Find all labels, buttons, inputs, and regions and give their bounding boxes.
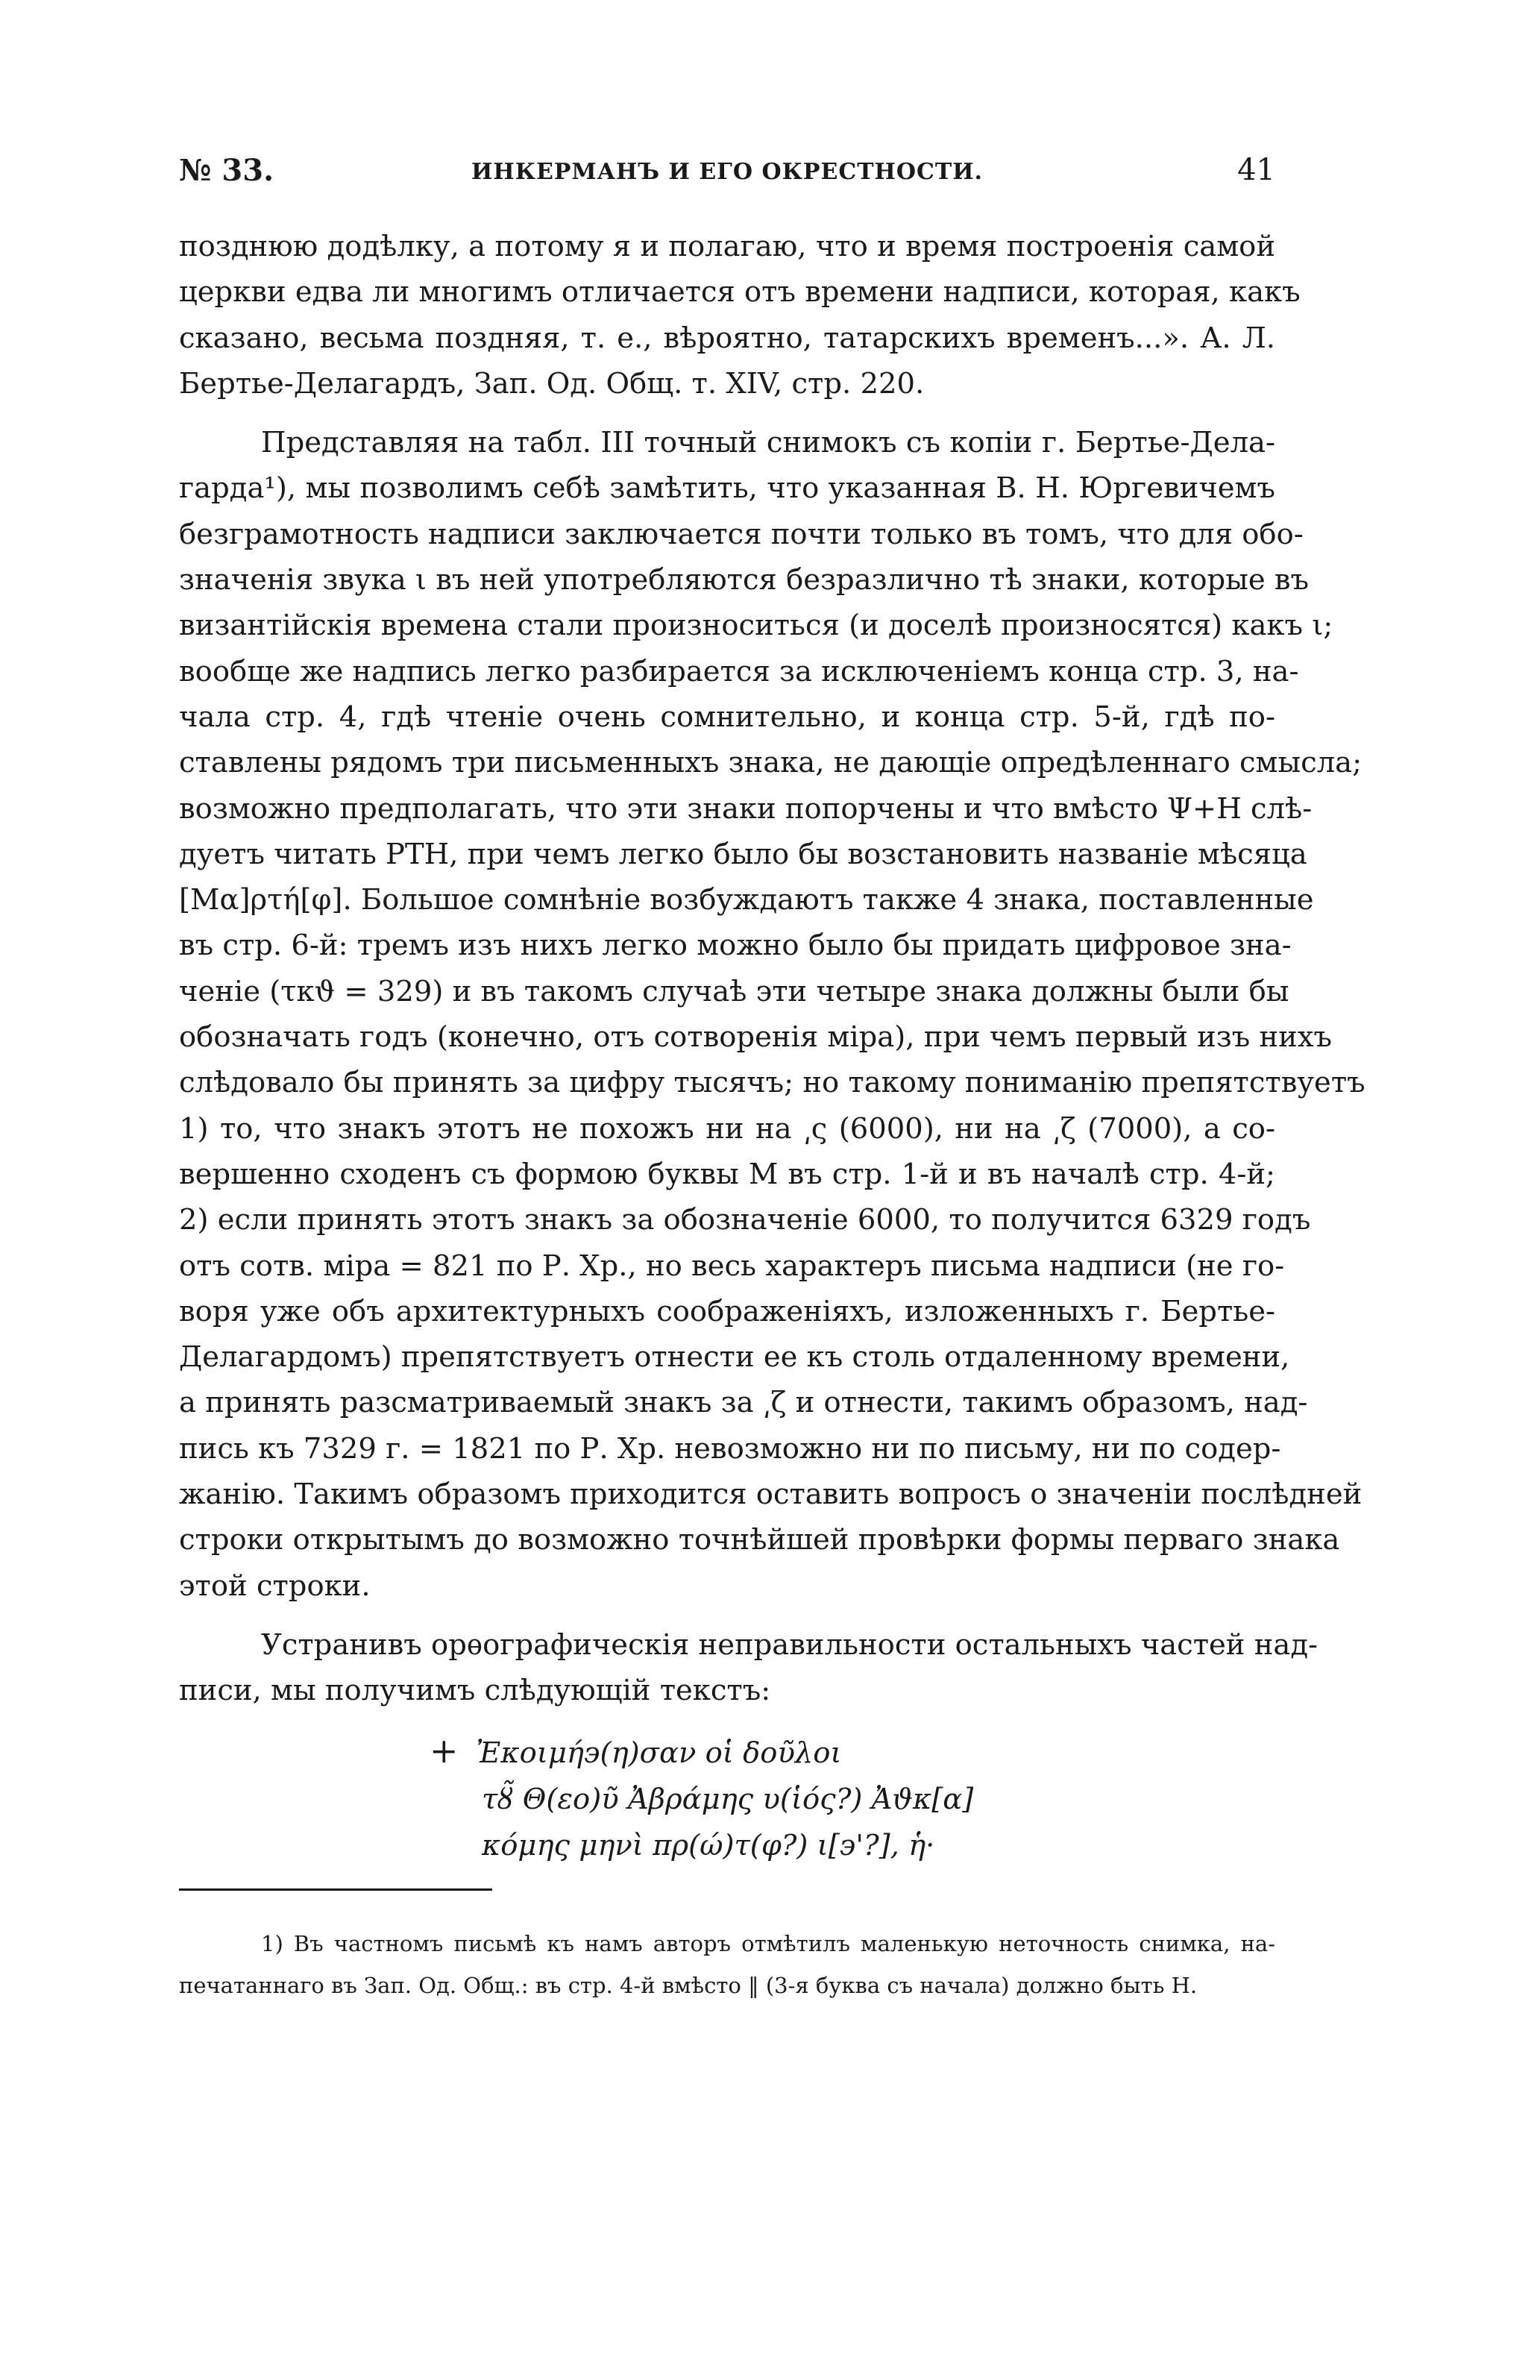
footnote — [179, 1923, 1275, 2006]
text-line: дуетъ читать PTH, при чемъ легко было бы возстановить названіе мѣсяца — [179, 837, 1307, 871]
text-line: гарда¹), мы позволимъ себѣ замѣтить, что указанная В. Н. Юргевичемъ — [179, 471, 1275, 506]
text-line: писи, мы получимъ слѣдующій текстъ: — [179, 1674, 771, 1708]
text-line: ченіе (τκϑ = 329) и въ такомъ случаѣ эти четыре знака должны были бы — [179, 974, 1289, 1008]
text-line: слѣдовало бы принять за цифру тысячъ; но такому пониманію препятствуетъ — [179, 1066, 1365, 1100]
text-line: отъ сотв. міра = 821 по Р. Хр., но весь характеръ письма надписи (не го- — [179, 1249, 1285, 1283]
running-head — [179, 153, 1275, 198]
text-line: жанію. Такимъ образомъ приходится оставить вопросъ о значеніи послѣдней — [179, 1478, 1363, 1512]
footnote-rule — [179, 1888, 492, 1891]
text-line: позднюю додѣлку, а потому я и полагаю, что и время построенія самой — [179, 230, 1275, 263]
text-line: церкви едва ли многимъ отличается отъ времени надписи, которая, какъ — [179, 275, 1301, 310]
text-line: византійскія времена стали произноситься (и доселѣ произносятся) какъ ι; — [179, 609, 1333, 643]
text-line: Устранивъ орѳографическія неправильности остальныхъ частей над- — [261, 1627, 1319, 1662]
text-line: 2) если принять этотъ знакъ за обозначеніе 6000, то получится 6329 годъ — [179, 1203, 1311, 1237]
text-line: этой строки. — [179, 1569, 371, 1603]
text-line: сказано, весьма поздняя, т. е., вѣроятно, татарскихъ временъ...». А. Л. — [179, 321, 1275, 355]
text-line: пись къ 7329 г. = 1821 по Р. Хр. невозможно ни по письму, ни по содер- — [179, 1431, 1281, 1466]
text-line: обозначать годъ (конечно, отъ сотворенія міра), при чемъ первый изъ нихъ — [179, 1020, 1333, 1055]
issue-number: № 33. — [179, 153, 274, 188]
text-line: Делагардомъ) препятствуетъ отнести ее къ столь отдаленному времени, — [179, 1340, 1290, 1375]
text-line: вершенно сходенъ съ формою буквы M въ стр. 1-й и въ началѣ стр. 4-й; — [179, 1157, 1275, 1191]
paragraph-1 — [179, 224, 1301, 406]
text-line: чала стр. 4, гдѣ чтеніе очень сомнительно, и конца стр. 5-й, гдѣ по- — [179, 700, 1275, 734]
greek-line — [430, 1727, 1275, 1777]
text-line: [Μα]ρτή[φ]. Большое сомнѣніе возбуждаютъ также 4 знака, поставленные — [179, 883, 1314, 917]
text-line: Бертье-Делагардъ, Зап. Од. Общ. т. XIV, стр. 220. — [179, 366, 925, 401]
text-line: вообще же надпись легко разбирается за исключеніемъ конца стр. 3, на- — [179, 654, 1299, 688]
greek-inscription — [179, 1727, 1275, 1869]
page-number: 41 — [1237, 153, 1275, 187]
text-line: значенія звука ι въ ней употребляются безразлично тѣ знаки, которые въ — [179, 563, 1310, 597]
text-line: ставлены рядомъ три письменныхъ знака, не дающіе опредѣленнаго смысла; — [179, 746, 1363, 780]
greek-line: τȣ̃ Θ(εο)ῦ Ἀβράμης υ(ἱός?) Ἀϑκ[α] — [482, 1782, 974, 1816]
text-line: воря уже объ архитектурныхъ соображеніяхъ, изложенныхъ г. Бертье- — [179, 1294, 1275, 1328]
greek-line: κόμης μηνὶ πρ(ώ)τ(φ?) ι[϶'?], ἡ· — [482, 1828, 935, 1862]
text-line: Представляя на табл. III точный снимокъ съ копіи г. Бертье-Дела- — [261, 426, 1275, 460]
footnote-line: 1) Въ частномъ письмѣ къ намъ авторъ отмѣтилъ маленькую неточность снимка, на- — [261, 1931, 1275, 1956]
paragraph-2 — [179, 420, 1365, 1609]
text-line: 1) то, что знакъ этотъ не похожъ ни на ͵ς (6000), ни на ͵ζ (7000), а со- — [179, 1111, 1275, 1146]
cross-icon: + — [430, 1730, 459, 1771]
text-line: а принять разсматриваемый знакъ за ͵ζ и отнести, такимъ образомъ, над- — [179, 1386, 1308, 1420]
text-line: строки открытымъ до возможно точнѣйшей провѣрки формы перваго знака — [179, 1523, 1340, 1557]
text-line: въ стр. 6-й: тремъ изъ нихъ легко можно было бы придать цифровое зна- — [179, 929, 1292, 963]
body-text — [179, 224, 1365, 1869]
running-title: ИНКЕРМАНЪ И ЕГО ОКРЕСТНОСТИ. — [471, 159, 983, 185]
paragraph-3 — [179, 1622, 1319, 1714]
footnote-line: печатаннаго въ Зап. Од. Общ.: въ стр. 4-й вмѣсто ‖ (3-я буква съ начала) должно быть H. — [179, 1973, 1198, 1998]
text-line: возможно предполагать, что эти знаки попорчены и что вмѣсто Ψ+H слѣ- — [179, 791, 1313, 826]
text-line: безграмотность надписи заключается почти только въ томъ, что для обо- — [179, 517, 1304, 551]
greek-line-text: Ἐκοιμή϶(η)σαν οἱ δοῦλοι — [476, 1736, 842, 1770]
